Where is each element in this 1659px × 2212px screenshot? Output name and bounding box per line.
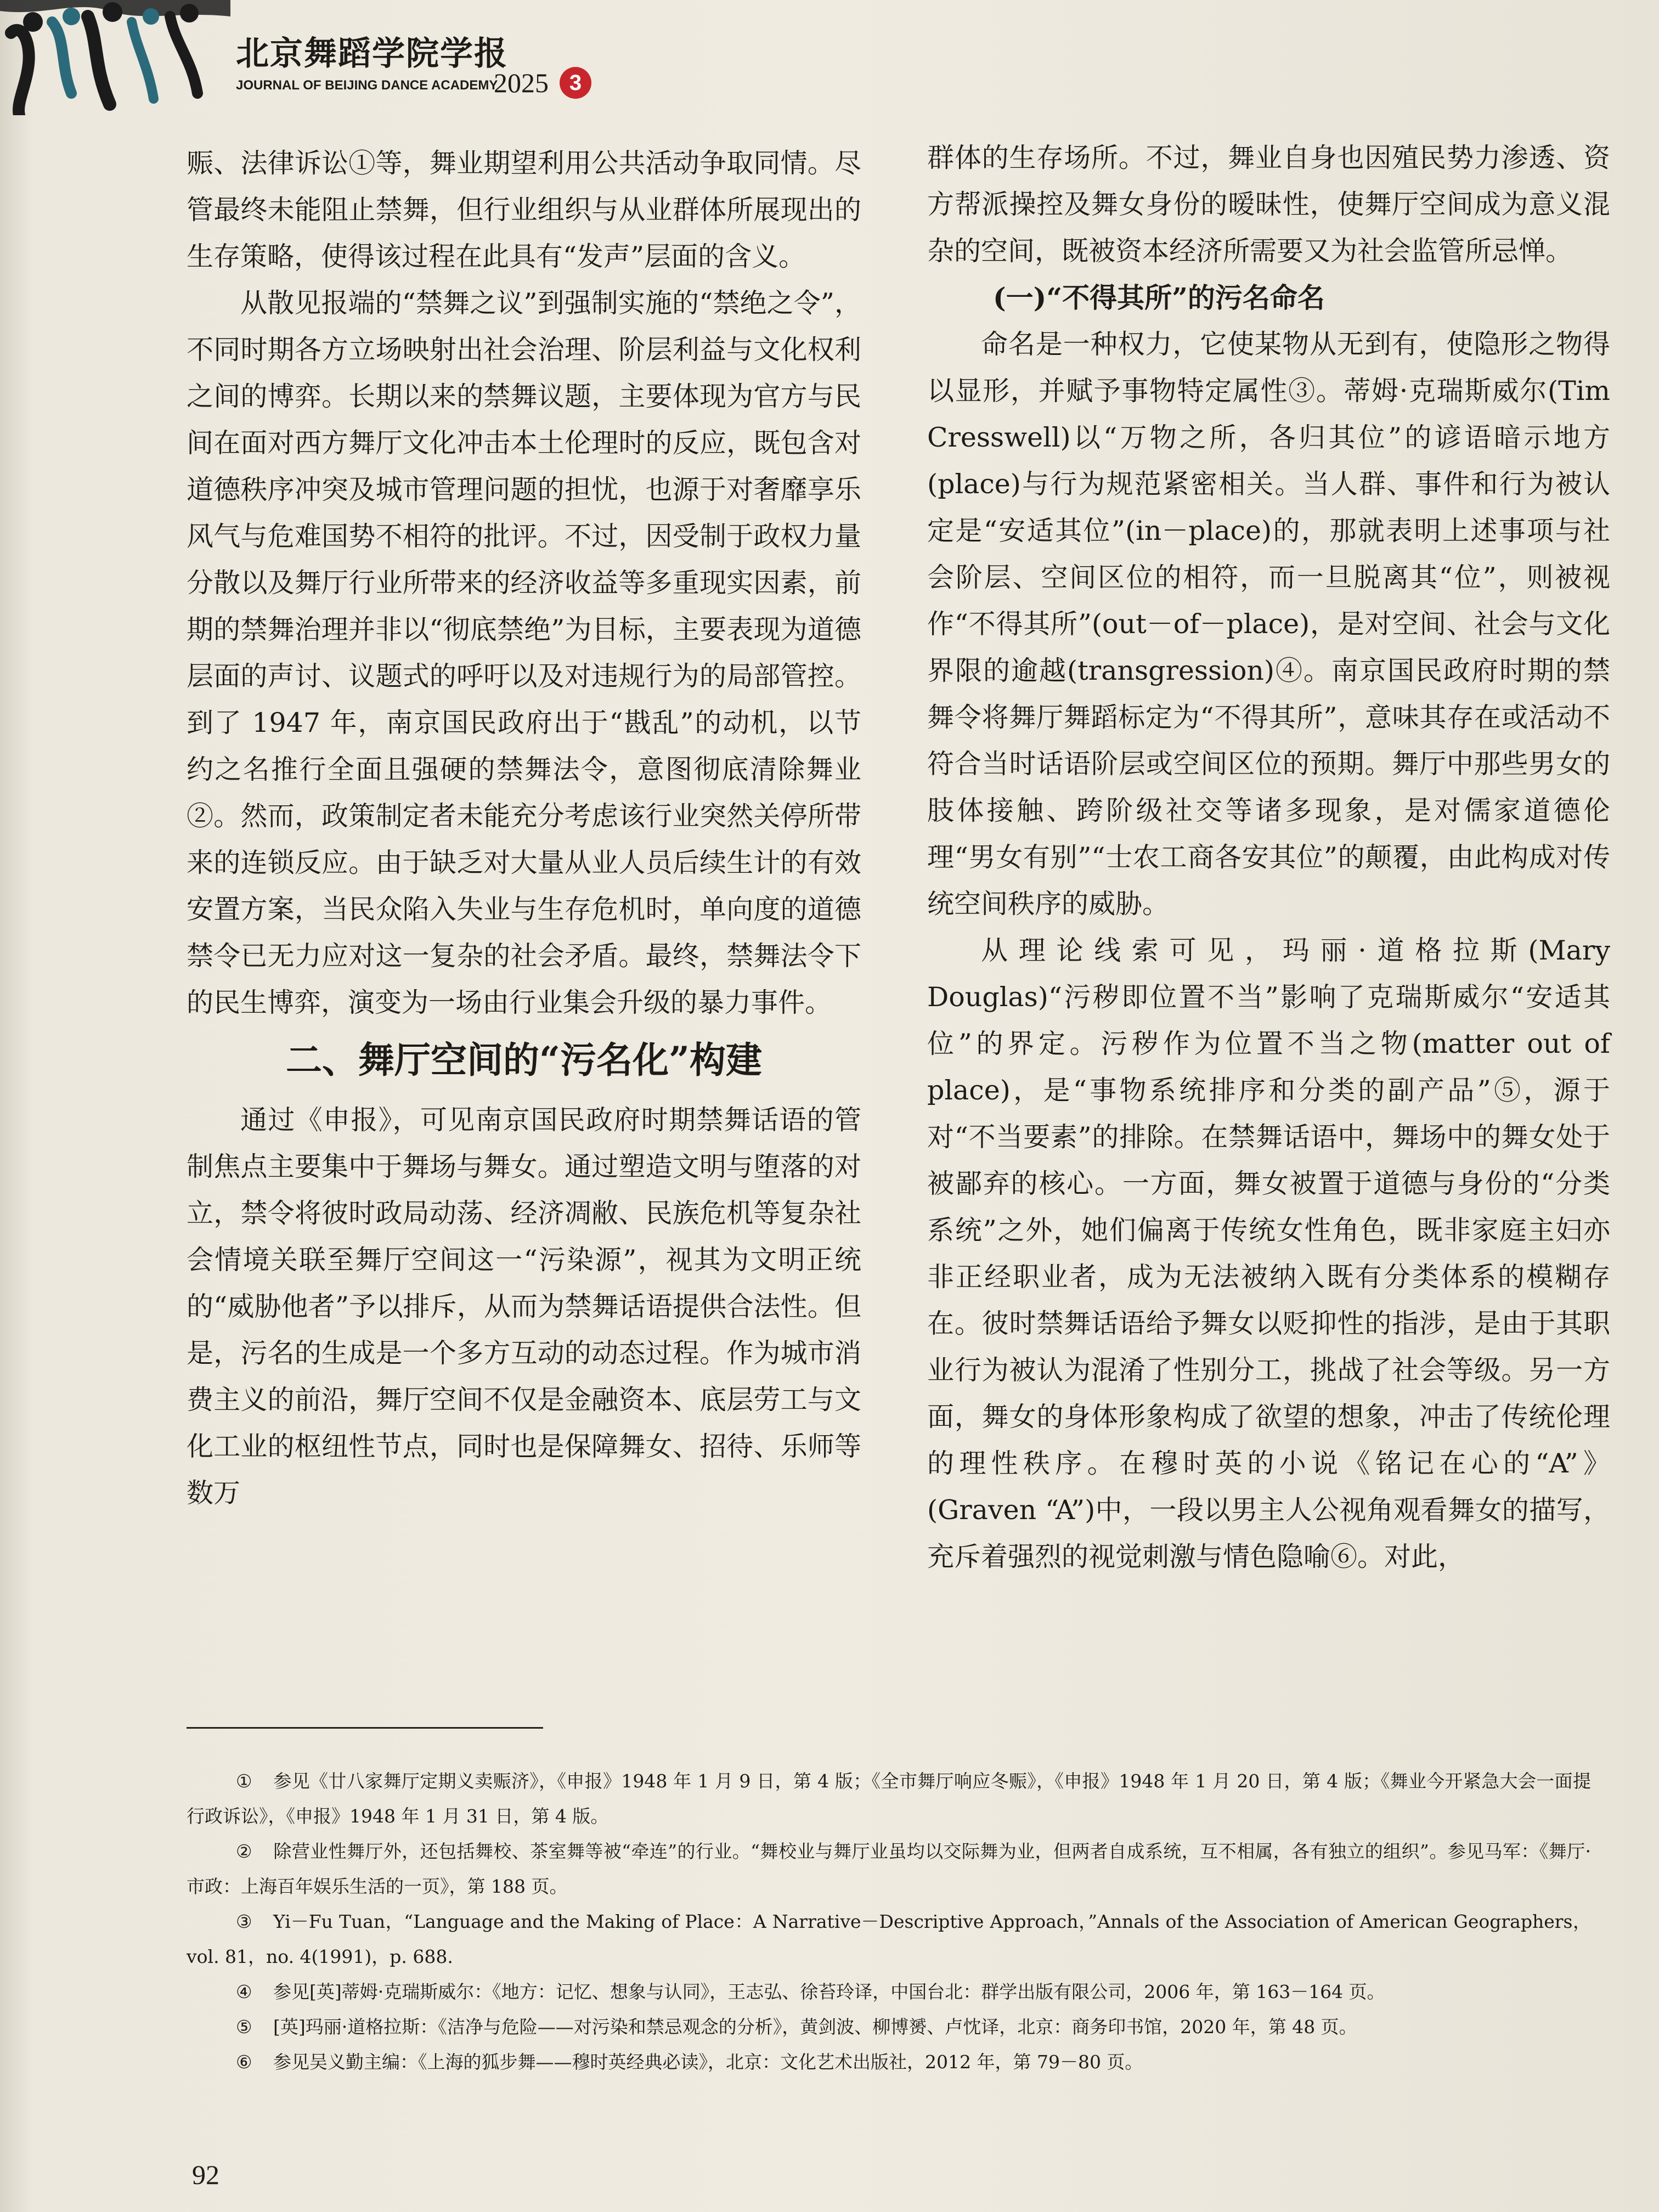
right-column [927, 134, 1610, 1580]
footnote-number: ① [236, 1770, 252, 1792]
footnote [187, 2010, 1591, 2045]
footnotes [187, 1764, 1591, 2080]
footnote-text: Yi－Fu Tuan，“Language and the Making of Place：A Narrative－Descriptive Approach，”Annals of the Association of American Geographers，vol. 81，no. 4(1991)，p. 688. [187, 1911, 1591, 1967]
footnote [187, 1834, 1591, 1904]
footnote-number: ② [236, 1841, 252, 1862]
paragraph: 从散见报端的“禁舞之议”到强制实施的“禁绝之令”，不同时期各方立场映射出社会治理、阶层利益与文化权利之间的博弈。长期以来的禁舞议题，主要体现为官方与民间在面对西方舞厅文化冲击本土伦理时的反应，既包含对道德秩序冲突及城市管理问题的担忧，也源于对奢靡享乐风气与危难国势不相符的批评。不过，因受制于政权力量分散以及舞厅行业所带来的经济收益等多重现实因素，前期的禁舞治理并非以“彻底禁绝”为目标，主要表现为道德层面的声讨、议题式的呼吁以及对违规行为的局部管控。到了 1947 年，南京国民政府出于“戡乱”的动机，以节约之名推行全面且强硬的禁舞法令，意图彻底清除舞业②。然而，政策制定者未能充分考虑该行业突然关停所带来的连锁反应。由于缺乏对大量从业人员后续生计的有效安置方案，当民众陷入失业与生存危机时，单向度的道德禁令已无力应对这一复杂的社会矛盾。最终，禁舞法令下的民生博弈，演变为一场由行业集会升级的暴力事件。 [187, 287, 861, 1018]
footnote-number: ⑤ [236, 2016, 252, 2038]
journal-title-cn: 北京舞蹈学院学报 [236, 35, 508, 73]
page-number: 92 [192, 2159, 219, 2190]
footnote-text: [英]玛丽·道格拉斯：《洁净与危险——对污染和禁忌观念的分析》，黄剑波、柳博赟、卢忱译，北京：商务印书馆，2020 年，第 48 页。 [273, 2016, 1357, 2038]
footnote-number: ③ [236, 1911, 252, 1932]
paragraph: 从理论线索可见，玛丽·道格拉斯(Mary Douglas)“污秽即位置不当”影响了克瑞斯威尔“安适其位”的界定。污秽作为位置不当之物(matter out of place)，是“事物系统排序和分类的副产品”⑤，源于对“不当要素”的排除。在禁舞话语中，舞场中的舞女处于被鄙弃的核心。一方面，舞女被置于道德与身份的“分类系统”之外，她们偏离于传统女性角色，既非家庭主妇亦非正经职业者，成为无法被纳入既有分类体系的模糊存在。彼时禁舞话语给予舞女以贬抑性的指涉，是由于其职业行为被认为混淆了性别分工，挑战了社会等级。另一方面，舞女的身体形象构成了欲望的想象，冲击了传统伦理的理性秩序。在穆时英的小说《铭记在心的“A”》(Graven “A”)中，一段以男主人公视角观看舞女的描写，充斥着强烈的视觉刺激与情色隐喻⑥。对此， [927, 935, 1610, 1572]
footnote-divider [187, 1727, 543, 1729]
subsection-heading: (一)“不得其所”的污名命名 [993, 281, 1325, 314]
paragraph: 通过《申报》，可见南京国民政府时期禁舞话语的管制焦点主要集中于舞场与舞女。通过塑造文明与堕落的对立，禁令将彼时政局动荡、经济凋敝、民族危机等复杂社会情境关联至舞厅空间这一“污染源”，视其为文明正统的“威胁他者”予以排斥，从而为禁舞话语提供合法性。但是，污名的生成是一个多方互动的动态过程。作为城市消费主义的前沿，舞厅空间不仅是金融资本、底层劳工与文化工业的枢纽性节点，同时也是保障舞女、招待、乐师等数万 [187, 1104, 861, 1509]
footnote-text: 参见吴义勤主编：《上海的狐步舞——穆时英经典必读》，北京：文化艺术出版社，2012 年，第 79－80 页。 [273, 2051, 1143, 2073]
footnote [187, 1764, 1591, 1834]
section-heading: 二、舞厅空间的“污名化”构建 [286, 1039, 762, 1081]
footnote [187, 1974, 1591, 2010]
paragraph: 群体的生存场所。不过，舞业自身也因殖民势力渗透、资方帮派操控及舞女身份的暧昧性，使舞厅空间成为意义混杂的空间，既被资本经济所需要又为社会监管所忌惮。 [927, 142, 1610, 267]
footnote-text: 除营业性舞厅外，还包括舞校、茶室舞等被“牵连”的行业。“舞校业与舞厅业虽均以交际舞为业，但两者自成系统，互不相属，各有独立的组织”。参见马军：《舞厅·市政：上海百年娱乐生活的一页》，第 188 页。 [187, 1841, 1591, 1897]
journal-title-en: JOURNAL OF BEIJING DANCE ACADEMY [236, 78, 498, 93]
footnote-text: 参见《廿八家舞厅定期义卖赈济》，《申报》1948 年 1 月 9 日，第 4 版；《全市舞厅响应冬赈》，《申报》1948 年 1 月 20 日，第 4 版；《舞业今开紧急大会一面提行政诉讼》，《申报》1948 年 1 月 31 日，第 4 版。 [187, 1770, 1591, 1827]
footnote [187, 2045, 1591, 2080]
paragraph: 命名是一种权力，它使某物从无到有，使隐形之物得以显形，并赋予事物特定属性③。蒂姆·克瑞斯威尔(Tim Cresswell)以“万物之所，各归其位”的谚语暗示地方(place)与行为规范紧密相关。当人群、事件和行为被认定是“安适其位”(in－place)的，那就表明上述事项与社会阶层、空间区位的相符，而一旦脱离其“位”，则被视作“不得其所”(out－of－place)，是对空间、社会与文化界限的逾越(transgression)④。南京国民政府时期的禁舞令将舞厅舞蹈标定为“不得其所”，意味其存在或活动不符合当时话语阶层或空间区位的预期。舞厅中那些男女的肢体接触、跨阶级社交等诸多现象，是对儒家道德伦理“男女有别”“士农工商各安其位”的颠覆，由此构成对传统空间秩序的威胁。 [927, 329, 1610, 919]
issue-year: 2025 [494, 67, 549, 98]
dancers-emblem-icon [0, 0, 230, 115]
paragraph: 赈、法律诉讼①等，舞业期望利用公共活动争取同情。尽管最终未能阻止禁舞，但行业组织与从业群体所展现出的生存策略，使得该过程在此具有“发声”层面的含义。 [187, 148, 861, 272]
left-column [187, 140, 861, 1516]
footnote-number: ⑥ [236, 2051, 252, 2073]
footnote-text: 参见[英]蒂姆·克瑞斯威尔：《地方：记忆、想象与认同》，王志弘、徐苔玲译，中国台北：群学出版有限公司，2006 年，第 163－164 页。 [273, 1981, 1385, 2002]
issue-number-badge: 3 [560, 67, 591, 99]
footnote [187, 1904, 1591, 1974]
footnote-number: ④ [236, 1981, 252, 2002]
journal-header [236, 27, 582, 98]
